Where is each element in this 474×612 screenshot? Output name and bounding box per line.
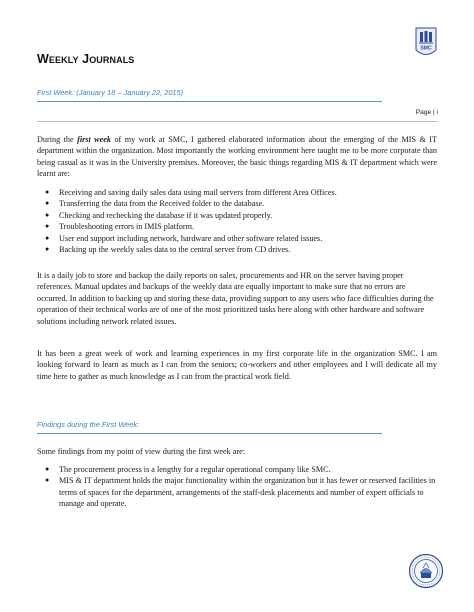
bullet-icon: ● [45, 210, 50, 219]
list-item [37, 221, 437, 232]
bullet-icon: ● [45, 188, 50, 196]
first-week-heading-rule [37, 101, 382, 102]
first-week-tasks [37, 187, 437, 255]
bullet-icon: ● [45, 233, 50, 242]
page-number-rule [37, 121, 438, 122]
first-week-paragraph-3: It has been a great week of work and learning experiences in my first corporate life in the organization SMC. I am looking forward to learn as much as I can from the seniors; co-workers and other employees and I will dedicate all my time here to gather as much knowledge as I can from the practical work field. [37, 349, 437, 381]
findings-heading-rule [37, 433, 382, 434]
intro-start: During the [37, 135, 78, 144]
findings-intro: Some findings from my point of view during the first week are: [37, 447, 246, 456]
bullet-icon: ● [45, 222, 50, 231]
finding-text: The procurement process is a lengthy for a regular operational company like SMC. [59, 465, 331, 474]
university-seal-icon [408, 553, 444, 589]
logo-lettering: SMC [420, 45, 432, 52]
bullet-icon: ● [45, 245, 50, 254]
bullet-icon: ● [45, 476, 50, 485]
task-text: User end support including network, hardware and other software related issues. [59, 233, 323, 243]
document-title: Weekly Journals [37, 52, 135, 66]
list-item [37, 475, 437, 509]
page-number: Page | i [415, 109, 438, 116]
first-week-heading: First Week: (January 18 – January 22, 2015) [37, 88, 184, 97]
findings-list [37, 464, 437, 510]
smc-logo-icon [413, 26, 439, 60]
intro-emphasis: first week [77, 135, 112, 144]
intro-rest: of my work at SMC, I gathered elaborated information about the emerging of the MIS & IT department within the organization. Most importantly the working environment here taught me to be more corporate than being casual as it was in the University premises. Moreover, the basic things regarding MIS & IT department which were learnt are: [37, 135, 437, 179]
list-item [37, 244, 437, 255]
task-text: Receiving and saving daily sales data using mail servers from different Area Offices. [59, 188, 337, 197]
list-item [37, 464, 437, 475]
list-item [37, 198, 437, 209]
first-week-paragraph-2: It is a daily job to store and backup the daily reports on sales, procurements and HR on the server having proper references. Manual updates and backups of the weekly data are equally important to make sure that no errors are occurred. In addition to backing up and storing these data, providing support to any users who face difficulties during the operation of their technical works are of one of the most prioritized tasks here along with other hardware and software solutions including network related issues. [37, 271, 434, 326]
task-text: Checking and rechecking the database if it was updated properly. [59, 210, 273, 220]
task-text: Backing up the weekly sales data to the central server from CD drives. [59, 245, 291, 255]
list-item [37, 233, 437, 244]
task-text: Troubleshooting errors in IMIS platform. [59, 222, 195, 232]
bullet-icon: ● [45, 199, 50, 208]
first-week-intro [37, 134, 437, 180]
task-text: Transferring the data from the Received folder to the database. [59, 199, 265, 209]
list-item [37, 187, 437, 198]
list-item [37, 210, 437, 221]
finding-text: MIS & IT department holds the major functionality within the organization but it has fewer or reserved facilities in terms of spaces for the department, arrangements of the staff-desk placements and number of expert officials to manage and operate. [59, 476, 436, 509]
findings-heading: Findings during the First Week: [37, 420, 140, 429]
bullet-icon: ● [45, 465, 50, 473]
